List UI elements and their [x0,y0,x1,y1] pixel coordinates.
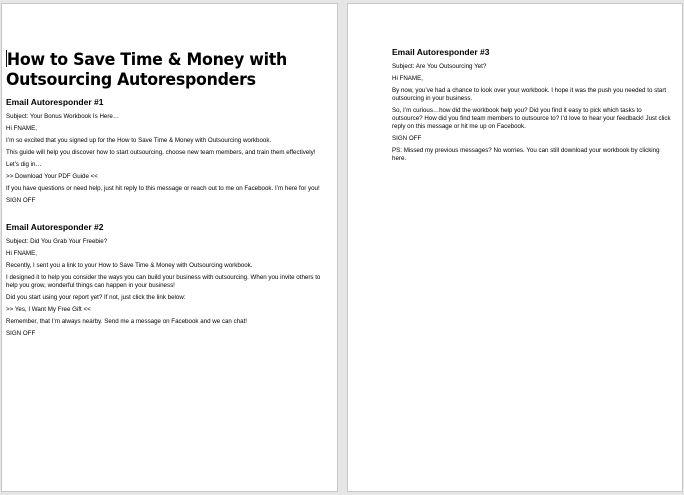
email-3-signoff: SIGN OFF [392,135,422,142]
email-1-download-link[interactable]: >> Download Your PDF Guide << [6,173,98,180]
email-1-greeting: Hi FNAME, [6,125,37,132]
email-2-body-3: Did you start using your report yet? If not, just click the link below: [6,294,186,301]
document-title[interactable] [6,50,305,90]
email-2-gift-link[interactable]: >> Yes, I Want My Free Gift << [6,306,91,313]
email-1-body-3: Let’s dig in… [6,161,42,168]
email-1-heading: Email Autoresponder #1 [6,97,104,107]
email-3-body-2: So, I’m curious…how did the workbook help you? Did you find it easy to pick which tasks to outsource? How did you find team members to outsource to? I’d love to hear your feedback! Just click reply on this message or hit me up on Facebook. [392,107,671,130]
email-3-greeting: Hi FNAME, [392,75,423,82]
email-2-heading: Email Autoresponder #2 [6,222,104,232]
email-1-body-2: This guide will help you discover how to start outsourcing, choose new team members, and train them effectively! [6,149,316,156]
email-2-body-2: I designed it to help you consider the ways you can build your business with outsourcing. When you invite others to help you grow, wonderful things can happen in your business! [6,274,321,289]
email-2-subject: Subject: Did You Grab Your Freebie? [6,238,108,245]
email-2-body-1: Recently, I sent you a link to your How to Save Time & Money with Outsourcing workbook. [6,262,253,269]
email-3-body-1: By now, you’ve had a chance to look over your workbook. I hope it was the push you needed to start outsourcing in your business. [392,87,667,102]
email-1-signoff: SIGN OFF [6,197,36,204]
email-1-body-4: If you have questions or need help, just hit reply to this message or reach out to me on Facebook. I’m here for you! [6,185,320,192]
spacer [6,209,327,222]
email-2-signoff: SIGN OFF [6,330,36,337]
email-1-subject: Subject: Your Bonus Workbook Is Here… [6,113,120,120]
title-line-1: How to Save Time & Money with [6,50,287,70]
document-page-1 [1,3,338,492]
title-line-2: Outsourcing Autoresponders [6,70,256,90]
email-3-subject: Subject: Are You Outsourcing Yet? [392,63,487,70]
document-page-2 [347,3,683,492]
email-2-greeting: Hi FNAME, [6,250,37,257]
email-3-postscript: PS: Missed my previous messages? No worries. You can still download your workbook by clicking here. [392,147,660,162]
email-1-body-1: I’m so excited that you signed up for the How to Save Time & Money with Outsourcing workbook. [6,137,272,144]
email-3-heading: Email Autoresponder #3 [392,47,490,57]
email-2-body-4: Remember, that I’m always nearby. Send me a message on Facebook and we can chat! [6,318,247,325]
